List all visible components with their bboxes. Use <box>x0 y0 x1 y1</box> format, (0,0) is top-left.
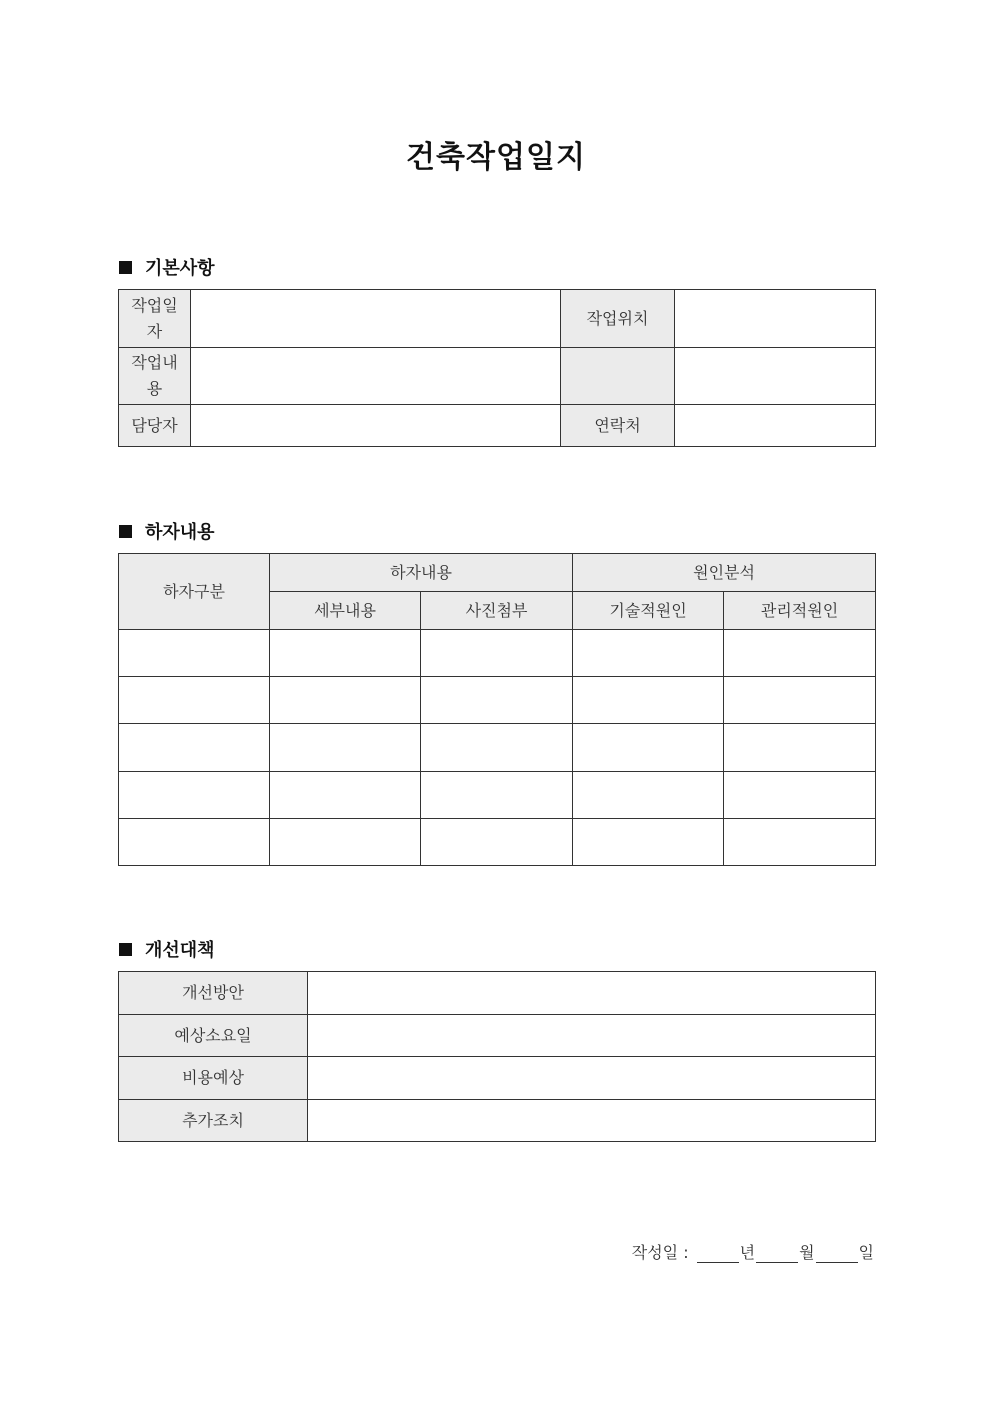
table-cell[interactable] <box>573 819 724 866</box>
table-row <box>119 1015 876 1057</box>
table-cell[interactable] <box>573 772 724 819</box>
table-row <box>119 1057 876 1100</box>
work-date-field[interactable] <box>191 290 561 348</box>
table-cell[interactable] <box>119 630 270 677</box>
table-cell[interactable] <box>421 630 573 677</box>
manager-field[interactable] <box>191 405 561 447</box>
table-cell[interactable] <box>270 677 421 724</box>
square-bullet-icon <box>119 943 132 956</box>
table-cell[interactable] <box>573 724 724 772</box>
section-improve-title: 개선대책 <box>145 940 215 961</box>
section-defect-heading <box>119 518 215 544</box>
table-cell[interactable] <box>421 772 573 819</box>
table-row <box>119 972 876 1015</box>
page-title: 건축작업일지 <box>406 140 586 175</box>
header-photo: 사진첨부 <box>421 592 573 630</box>
header-defect-content: 하자내용 <box>270 554 573 592</box>
improvement-plan-field[interactable] <box>308 972 876 1015</box>
month-blank[interactable] <box>756 1248 798 1263</box>
table-row <box>119 630 876 677</box>
table-cell[interactable] <box>119 819 270 866</box>
table-cell[interactable] <box>724 630 876 677</box>
table-cell[interactable] <box>119 677 270 724</box>
day-label: 일 <box>858 1243 874 1262</box>
table-cell[interactable] <box>270 630 421 677</box>
table-row <box>119 724 876 772</box>
table-cell[interactable] <box>573 677 724 724</box>
work-location-field[interactable] <box>675 290 876 348</box>
header-cause-analysis: 원인분석 <box>573 554 876 592</box>
label-work-date: 작업일자 <box>119 290 191 348</box>
table-row <box>119 677 876 724</box>
label-empty <box>561 348 675 405</box>
month-label: 월 <box>799 1243 815 1262</box>
table-row <box>119 772 876 819</box>
label-expected-days: 예상소요일 <box>119 1015 308 1057</box>
additional-action-field[interactable] <box>308 1100 876 1142</box>
table-row <box>119 290 876 348</box>
empty-field[interactable] <box>675 348 876 405</box>
label-work-content: 작업내용 <box>119 348 191 405</box>
table-row <box>119 405 876 447</box>
table-cell[interactable] <box>573 630 724 677</box>
table-cell[interactable] <box>270 819 421 866</box>
table-row <box>119 1100 876 1142</box>
header-defect-type: 하자구분 <box>119 554 270 630</box>
table-cell[interactable] <box>724 772 876 819</box>
section-basic-heading <box>119 254 215 280</box>
work-content-field[interactable] <box>191 348 561 405</box>
year-blank[interactable] <box>697 1248 739 1263</box>
table-cell[interactable] <box>421 677 573 724</box>
header-technical-cause: 기술적원인 <box>573 592 724 630</box>
label-work-location: 작업위치 <box>561 290 675 348</box>
section-improve-heading <box>119 936 215 962</box>
contact-field[interactable] <box>675 405 876 447</box>
table-cell[interactable] <box>119 772 270 819</box>
date-signature <box>632 1240 874 1263</box>
label-cost-estimate: 비용예상 <box>119 1057 308 1100</box>
basic-info-table <box>118 289 876 447</box>
table-cell[interactable] <box>421 819 573 866</box>
header-details: 세부내용 <box>270 592 421 630</box>
table-cell[interactable] <box>724 677 876 724</box>
table-cell[interactable] <box>421 724 573 772</box>
table-cell[interactable] <box>270 724 421 772</box>
section-basic-title: 기본사항 <box>145 258 215 279</box>
label-improvement-plan: 개선방안 <box>119 972 308 1015</box>
table-row <box>119 348 876 405</box>
table-row <box>119 819 876 866</box>
year-label: 년 <box>739 1243 756 1262</box>
expected-days-field[interactable] <box>308 1015 876 1057</box>
date-label: 작성일 : <box>631 1243 689 1262</box>
section-defect-title: 하자내용 <box>145 522 215 543</box>
label-contact: 연락처 <box>561 405 675 447</box>
table-cell[interactable] <box>119 724 270 772</box>
table-cell[interactable] <box>724 724 876 772</box>
square-bullet-icon <box>119 525 132 538</box>
table-cell[interactable] <box>270 772 421 819</box>
table-cell[interactable] <box>724 819 876 866</box>
day-blank[interactable] <box>816 1248 858 1263</box>
defect-table <box>118 553 876 866</box>
square-bullet-icon <box>119 261 132 274</box>
label-manager: 담당자 <box>119 405 191 447</box>
label-additional-action: 추가조치 <box>119 1100 308 1142</box>
table-header-row <box>119 554 876 592</box>
cost-estimate-field[interactable] <box>308 1057 876 1100</box>
improvement-table <box>118 971 876 1142</box>
header-management-cause: 관리적원인 <box>724 592 876 630</box>
